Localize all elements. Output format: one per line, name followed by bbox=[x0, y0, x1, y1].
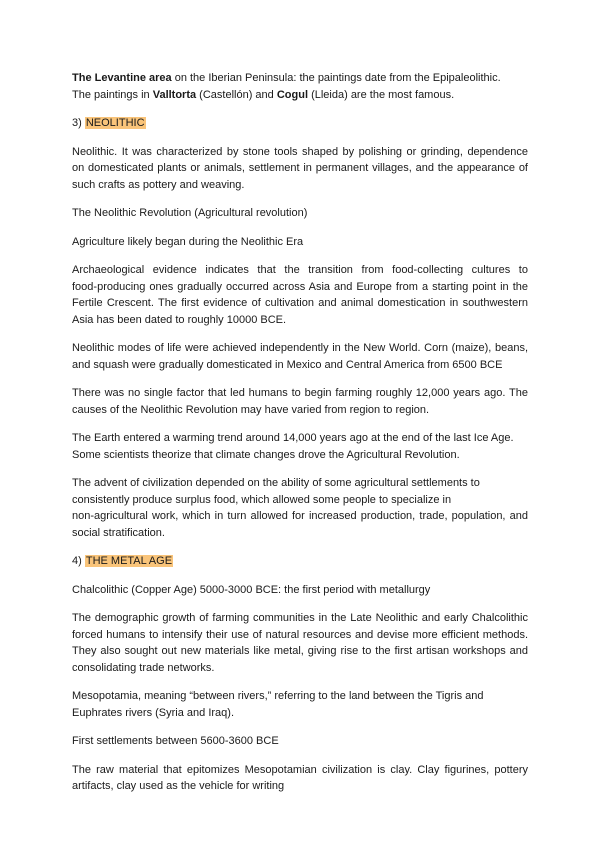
mesopotamia-paragraph bbox=[72, 688, 528, 721]
revolution-title bbox=[72, 205, 528, 222]
text-line: The Neolithic Revolution (Agricultural revolution) bbox=[72, 207, 308, 219]
text-line: The advent of civilization depended on the ability of some agricultural settlements to bbox=[72, 477, 480, 489]
neolithic-definition-paragraph bbox=[72, 144, 528, 194]
text-line: non-agricultural work, which in turn allowed for increased production, trade, population, and bbox=[72, 510, 528, 522]
text-line: Neolithic modes of life were achieved independently in the New World. Corn (maize), beans, bbox=[72, 342, 528, 354]
text-line: The raw material that epitomizes Mesopotamian civilization is clay. Clay figurines, pottery bbox=[72, 763, 528, 776]
section-number: 4) bbox=[72, 555, 85, 567]
text-line: and squash were gradually domesticated in Mexico and Central America from 6500 BCE bbox=[72, 358, 503, 371]
no-single-factor-paragraph bbox=[72, 385, 528, 418]
agriculture-paragraph bbox=[72, 234, 528, 251]
text-line: such crafts as pottery and weaving. bbox=[72, 178, 245, 191]
valltorta-term: Valltorta bbox=[152, 88, 197, 101]
text-line: artifacts, clay used as the vehicle for writing bbox=[72, 780, 285, 792]
warming-paragraph bbox=[72, 430, 528, 463]
text-line: Archaeological evidence indicates that the transition from food-collecting cultures to bbox=[72, 264, 528, 276]
text-line: on domesticated plants or animals, settlement in permanent villages, and the appearance of bbox=[72, 162, 528, 174]
section-heading-metal-age bbox=[72, 553, 528, 570]
text-line: food-producing ones gradually occurred across Asia and Europe from a starting point in the bbox=[72, 280, 528, 293]
text-line: social stratification. bbox=[72, 526, 165, 539]
text-line: Chalcolithic (Copper Age) 5000-3000 BCE: the first period with metallurgy bbox=[72, 583, 431, 596]
text-line: They also sought out new materials like metal, giving rise to the first artisan workshops and bbox=[72, 645, 528, 657]
levantine-text: (Castellón) and bbox=[196, 88, 277, 101]
civilization-paragraph bbox=[72, 475, 528, 541]
levantine-line bbox=[72, 70, 528, 87]
text-line: Mesopotamia, meaning “between rivers,” referring to the land between the Tigris and bbox=[72, 690, 484, 702]
section-title-highlighted: THE METAL AGE bbox=[85, 555, 173, 567]
document-body bbox=[72, 70, 528, 807]
demographic-paragraph bbox=[72, 610, 528, 676]
levantine-line bbox=[72, 87, 528, 104]
section-title-highlighted: NEOLITHIC bbox=[85, 117, 145, 129]
text-line: Some scientists theorize that climate changes drove the Agricultural Revolution. bbox=[72, 448, 460, 461]
settlements-paragraph bbox=[72, 733, 528, 750]
section-number: 3) bbox=[72, 117, 85, 129]
levantine-area-term: The Levantine area bbox=[72, 72, 172, 84]
levantine-paragraph bbox=[72, 70, 528, 103]
text-line: forced humans to intensify their use of natural resources and devise more efficient methods. bbox=[72, 628, 528, 641]
levantine-text: (Lleida) are the most famous. bbox=[308, 88, 455, 101]
text-line: Neolithic. It was characterized by stone tools shaped by polishing or grinding, dependence bbox=[72, 145, 528, 158]
text-line: Fertile Crescent. The first evidence of cultivation and animal domestication in southwestern bbox=[72, 297, 528, 309]
text-line: First settlements between 5600-3600 BCE bbox=[72, 735, 279, 747]
cogul-term: Cogul bbox=[276, 88, 309, 101]
levantine-text: on the Iberian Peninsula: the paintings date from the Epipaleolithic. bbox=[171, 72, 501, 84]
text-line: consolidating trade networks. bbox=[72, 661, 215, 674]
new-world-paragraph bbox=[72, 340, 528, 373]
text-line: There was no single factor that led humans to begin farming roughly 12,000 years ago. The bbox=[72, 387, 528, 399]
text-line: The Earth entered a warming trend around 14,000 years ago at the end of the last Ice Age. bbox=[72, 432, 514, 444]
text-line: The demographic growth of farming communities in the Late Neolithic and early Chalcolithic bbox=[72, 612, 528, 624]
levantine-text: The paintings in bbox=[72, 88, 153, 101]
archaeological-paragraph bbox=[72, 262, 528, 328]
text-line: Euphrates rivers (Syria and Iraq). bbox=[72, 706, 235, 719]
text-line: Asia has been dated to roughly 10000 BCE. bbox=[72, 313, 287, 326]
text-line: consistently produce surplus food, which allowed some people to specialize in bbox=[72, 493, 452, 506]
chalcolithic-paragraph bbox=[72, 582, 528, 599]
text-line: Agriculture likely began during the Neolithic Era bbox=[72, 235, 304, 248]
section-heading-neolithic bbox=[72, 115, 528, 132]
text-line: causes of the Neolithic Revolution may have varied from region to region. bbox=[72, 403, 430, 416]
clay-paragraph bbox=[72, 762, 528, 795]
